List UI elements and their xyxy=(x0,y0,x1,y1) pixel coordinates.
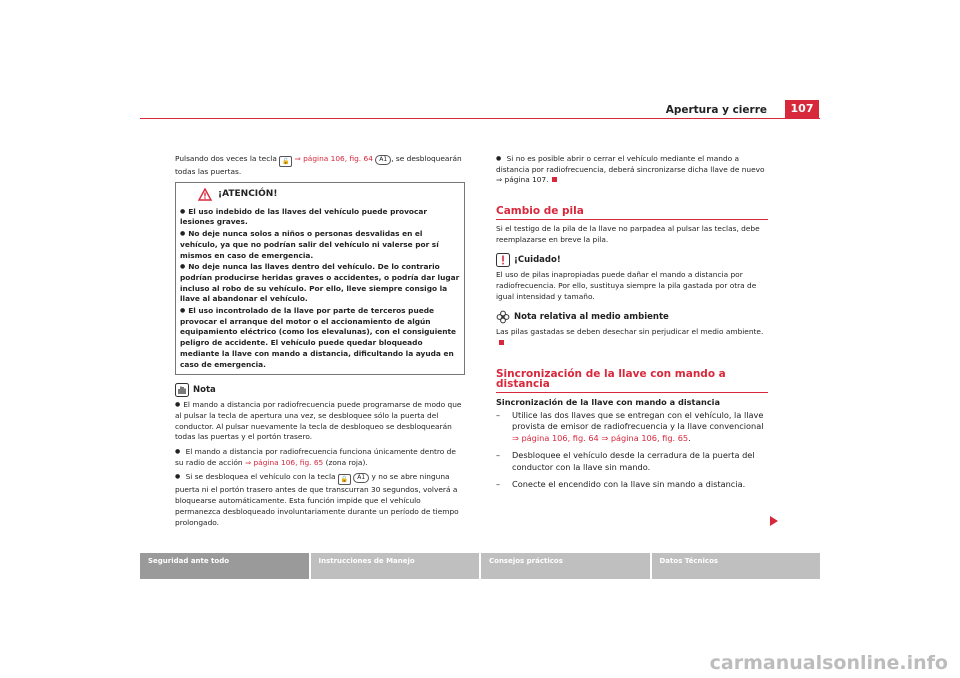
footer-nav xyxy=(140,553,820,579)
warning-item: ● El uso indebido de las llaves del vehículo puede provocar lesiones graves. xyxy=(180,207,460,228)
sync-page-link[interactable]: ⇒ página 107. xyxy=(496,175,549,185)
sync-bullet xyxy=(496,154,768,186)
end-mark-icon xyxy=(499,340,504,345)
step-text: Utilice las dos llaves que se entregan con el vehículo, la llave provista de emisor de radiofrecuencia y la llave convencional ⇒ página 106, fig. 64 ⇒ página 106, fig. 65. xyxy=(512,409,764,443)
section-title-sync: Sincronización de la llave con mando a distancia xyxy=(496,369,768,393)
warning-item: ● No deje nunca las llaves dentro del vehículo. De lo contrario podrían producirse heridas graves o accidentes, o podría dar lugar incluso al robo de su vehículo. Por ello, lleve siempre consigo la llave al abandonar el vehículo. xyxy=(180,262,460,305)
page-number: 107 xyxy=(785,100,819,118)
warning-title: ¡ATENCIÓN! xyxy=(218,189,278,200)
watermark: carmanualsonline.info xyxy=(709,652,948,674)
note-item-text-end: (zona roja). xyxy=(325,457,368,467)
caution-icon xyxy=(496,253,510,267)
step2-text: Desbloquee el vehículo desde la cerradura de la puerta del conductor con la llave sin mando. xyxy=(512,450,755,472)
unlock-key-icon: 🔓 xyxy=(338,474,351,485)
warning-box xyxy=(175,182,465,376)
step-item xyxy=(496,479,768,491)
note-item-text-end: y no se abre ninguna puerta ni el portón trasero antes de que transcurran 30 segundos, volverá a bloquearse automáticamente. Esta función impide que el vehículo permanezca desbloqueado involuntariamente durante un período de tiempo prolongado. xyxy=(175,472,459,527)
step-dash: – xyxy=(496,409,501,420)
step3-text: Conecte el encendido con la llave sin mando a distancia. xyxy=(512,479,746,490)
environment-body xyxy=(496,327,768,348)
note-item xyxy=(175,472,465,528)
intro-text-end: , se desbloquearán todas las puertas. xyxy=(175,154,462,176)
note-item-text: El mando a distancia por radiofrecuencia funciona únicamente dentro de su radio de acción xyxy=(175,447,456,467)
callout-a1: A1 xyxy=(353,473,369,483)
right-column xyxy=(496,154,768,497)
note-item: ● El mando a distancia por radiofrecuencia puede programarse de modo que al pulsar la tecla de apertura una vez, se desbloquee sólo la puerta del conductor. Al pulsar nuevamente la tecla de desbloqueo se desbloquearán todas las puertas y el portón trasero. xyxy=(175,400,465,443)
warning-item: ● El uso incontrolado de la llave por parte de terceros puede provocar el arranque del motor o el accionamiento de algún equipamiento eléctrico (como los elevalunas), con el consiguiente peligro de accidente. El vehículo puede quedar bloqueado mediante la llave con mando a distancia, dificultando la ayuda en caso de emergencia. xyxy=(180,306,460,370)
step-dash: – xyxy=(496,450,501,461)
caution-header xyxy=(496,253,768,267)
battery-body: Si el testigo de la pila de la llave no parpadea al pulsar las teclas, debe reemplazarse en breve la pila. xyxy=(496,223,760,244)
section-title-battery: Cambio de pila xyxy=(496,206,768,220)
caution-title: ¡Cuidado! xyxy=(514,254,561,265)
footer-tab-tips[interactable]: Consejos prácticos xyxy=(481,553,650,579)
note-item-text: Si se desbloquea el vehículo con la tecla xyxy=(185,472,336,482)
header-divider xyxy=(140,118,820,119)
note-header xyxy=(175,383,465,397)
environment-title: Nota relativa al medio ambiente xyxy=(514,311,669,322)
environment-body-text: Las pilas gastadas se deben desechar sin perjudicar el medio ambiente. xyxy=(496,327,764,337)
note-page-link[interactable]: ⇒ página 106, fig. 65 xyxy=(244,457,324,467)
environment-flower-icon xyxy=(496,310,510,324)
warning-item: ● No deje nunca solos a niños o personas desvalidas en el vehículo, ya que no podrían salir del vehículo ni valerse por sí mismos en caso de emergencia. xyxy=(180,229,460,261)
intro-paragraph xyxy=(175,154,465,178)
footer-tab-safety[interactable]: Seguridad ante todo xyxy=(140,553,309,579)
step1-text: Utilice las dos llaves que se entregan con el vehículo, la llave provista de emisor de radiofrecuencia y la llave convencional xyxy=(512,409,764,432)
sync-bullet-text: Si no es posible abrir o cerrar el vehículo mediante el mando a distancia por radiofrecuencia, deberá sincronizarse dicha llave de nuevo xyxy=(496,154,765,174)
warning-triangle-icon xyxy=(198,188,212,201)
step-dash: – xyxy=(496,479,501,490)
end-mark-icon xyxy=(552,177,557,182)
intro-page-link[interactable]: ⇒ página 106, fig. 64 xyxy=(294,154,373,163)
continue-arrow-icon xyxy=(770,516,778,526)
unlock-key-icon: 🔓 xyxy=(279,156,292,167)
footer-tab-technical[interactable]: Datos Técnicos xyxy=(652,553,821,579)
footer-tab-operation[interactable]: Instrucciones de Manejo xyxy=(311,553,480,579)
left-column xyxy=(175,154,465,532)
note-title: Nota xyxy=(193,384,216,395)
step-item xyxy=(496,410,768,445)
step-item xyxy=(496,450,768,473)
note-hand-icon xyxy=(175,383,189,397)
intro-text: Pulsando dos veces la tecla xyxy=(175,154,277,163)
warning-header xyxy=(180,183,460,207)
callout-a1: A1 xyxy=(375,155,391,165)
caution-body: El uso de pilas inapropiadas puede dañar el mando a distancia por radiofrecuencia. Por ello, sustituya siempre la pila gastada por otra de igual intensidad y tamaño. xyxy=(496,270,757,301)
note-item xyxy=(175,447,465,468)
steps-title: Sincronización de la llave con mando a distancia xyxy=(496,397,721,408)
page-header-title: Apertura y cierre xyxy=(665,104,767,116)
environment-header xyxy=(496,310,768,324)
step1-page-link[interactable]: ⇒ página 106, fig. 64 ⇒ página 106, fig. 65 xyxy=(512,432,689,443)
